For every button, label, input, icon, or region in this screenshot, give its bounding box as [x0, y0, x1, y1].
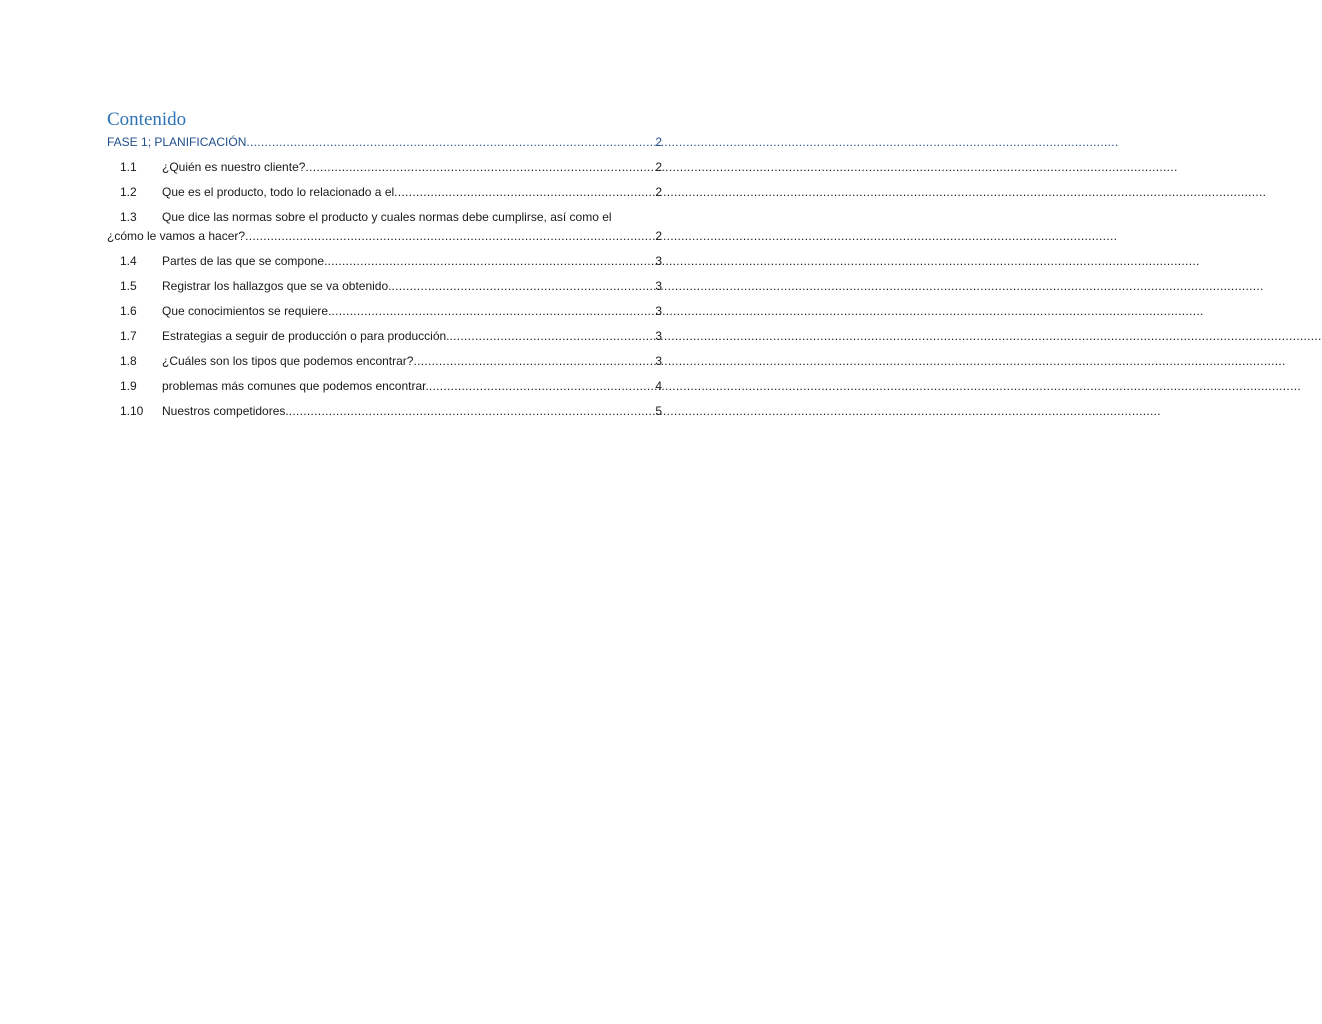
table-of-contents: [107, 108, 662, 428]
toc-entry-1-10[interactable]: [107, 403, 662, 419]
toc-entry-number: 1.6: [120, 304, 137, 318]
toc-entry-1-9[interactable]: [107, 378, 662, 394]
toc-page-number: 2: [655, 160, 662, 174]
toc-entry-1-8[interactable]: [107, 353, 662, 369]
toc-entry-1-2[interactable]: [107, 184, 662, 200]
dot-leader: [245, 228, 654, 244]
toc-page-number: 3: [655, 304, 662, 318]
toc-entry-phase-1[interactable]: [107, 134, 662, 150]
dot-leader: [246, 134, 654, 150]
toc-entry-1-7[interactable]: [107, 328, 662, 344]
dot-leader: [391, 278, 654, 294]
toc-entry-label: Que dice las normas sobre el producto y cuales normas debe cumplirse, así como el: [162, 210, 612, 224]
dot-leader: [450, 328, 655, 344]
toc-entry-line-2: [107, 228, 662, 244]
toc-entry-1-5[interactable]: [107, 278, 662, 294]
toc-entry-number: 1.2: [120, 185, 137, 199]
toc-page-number: 2: [655, 135, 662, 149]
dot-leader: [327, 253, 654, 269]
dot-leader: [289, 403, 655, 419]
toc-entry-line-1: [107, 209, 662, 225]
dot-leader: [305, 159, 654, 175]
dot-leader: [429, 378, 655, 394]
toc-entry-label: ¿Cuáles son los tipos que podemos encontrar?: [162, 354, 414, 368]
toc-entry-number: 1.7: [120, 329, 137, 343]
dot-leader: [413, 353, 654, 369]
toc-entry-label: Registrar los hallazgos que se va obtenido.: [162, 279, 392, 293]
toc-page-number: 3: [655, 279, 662, 293]
toc-entry-number: 1.8: [120, 354, 137, 368]
toc-entry-1-4[interactable]: [107, 253, 662, 269]
toc-entry-label: FASE 1; PLANIFICACIÓN: [107, 135, 247, 149]
toc-entry-1-1[interactable]: [107, 159, 662, 175]
dot-leader: [331, 303, 654, 319]
toc-entry-label: ¿Quién es nuestro cliente?: [162, 160, 306, 174]
toc-page-number: 2: [655, 185, 662, 199]
toc-page-number: 3: [655, 329, 662, 343]
toc-entry-1-6[interactable]: [107, 303, 662, 319]
toc-entry-number: 1.10: [120, 404, 144, 418]
dot-leader: [394, 184, 654, 200]
toc-entry-label: Estrategias a seguir de producción o para producción.: [162, 329, 450, 343]
toc-page-number: 3: [655, 354, 662, 368]
toc-page-number: 3: [655, 254, 662, 268]
toc-entry-label: Que conocimientos se requiere.: [162, 304, 332, 318]
toc-title: Contenido: [107, 109, 187, 130]
toc-entry-number: 1.1: [120, 160, 137, 174]
toc-entry-label: problemas más comunes que podemos encontrar.: [162, 379, 429, 393]
toc-entry-number: 1.5: [120, 279, 137, 293]
toc-entry-label-continued: ¿cómo le vamos a hacer?: [107, 229, 246, 243]
toc-entry-number: 1.4: [120, 254, 137, 268]
toc-page-number: 2: [655, 229, 662, 243]
toc-page-number: 5: [655, 404, 662, 418]
toc-entry-number: 1.3: [120, 210, 137, 224]
toc-entry-label: Nuestros competidores.: [162, 404, 289, 418]
toc-entry-number: 1.9: [120, 379, 137, 393]
toc-entry-1-3[interactable]: [107, 209, 662, 244]
toc-page-number: 4: [655, 379, 662, 393]
toc-entry-label: Que es el producto, todo lo relacionado a el: [162, 185, 395, 199]
toc-entry-label: Partes de las que se compone.: [162, 254, 328, 268]
